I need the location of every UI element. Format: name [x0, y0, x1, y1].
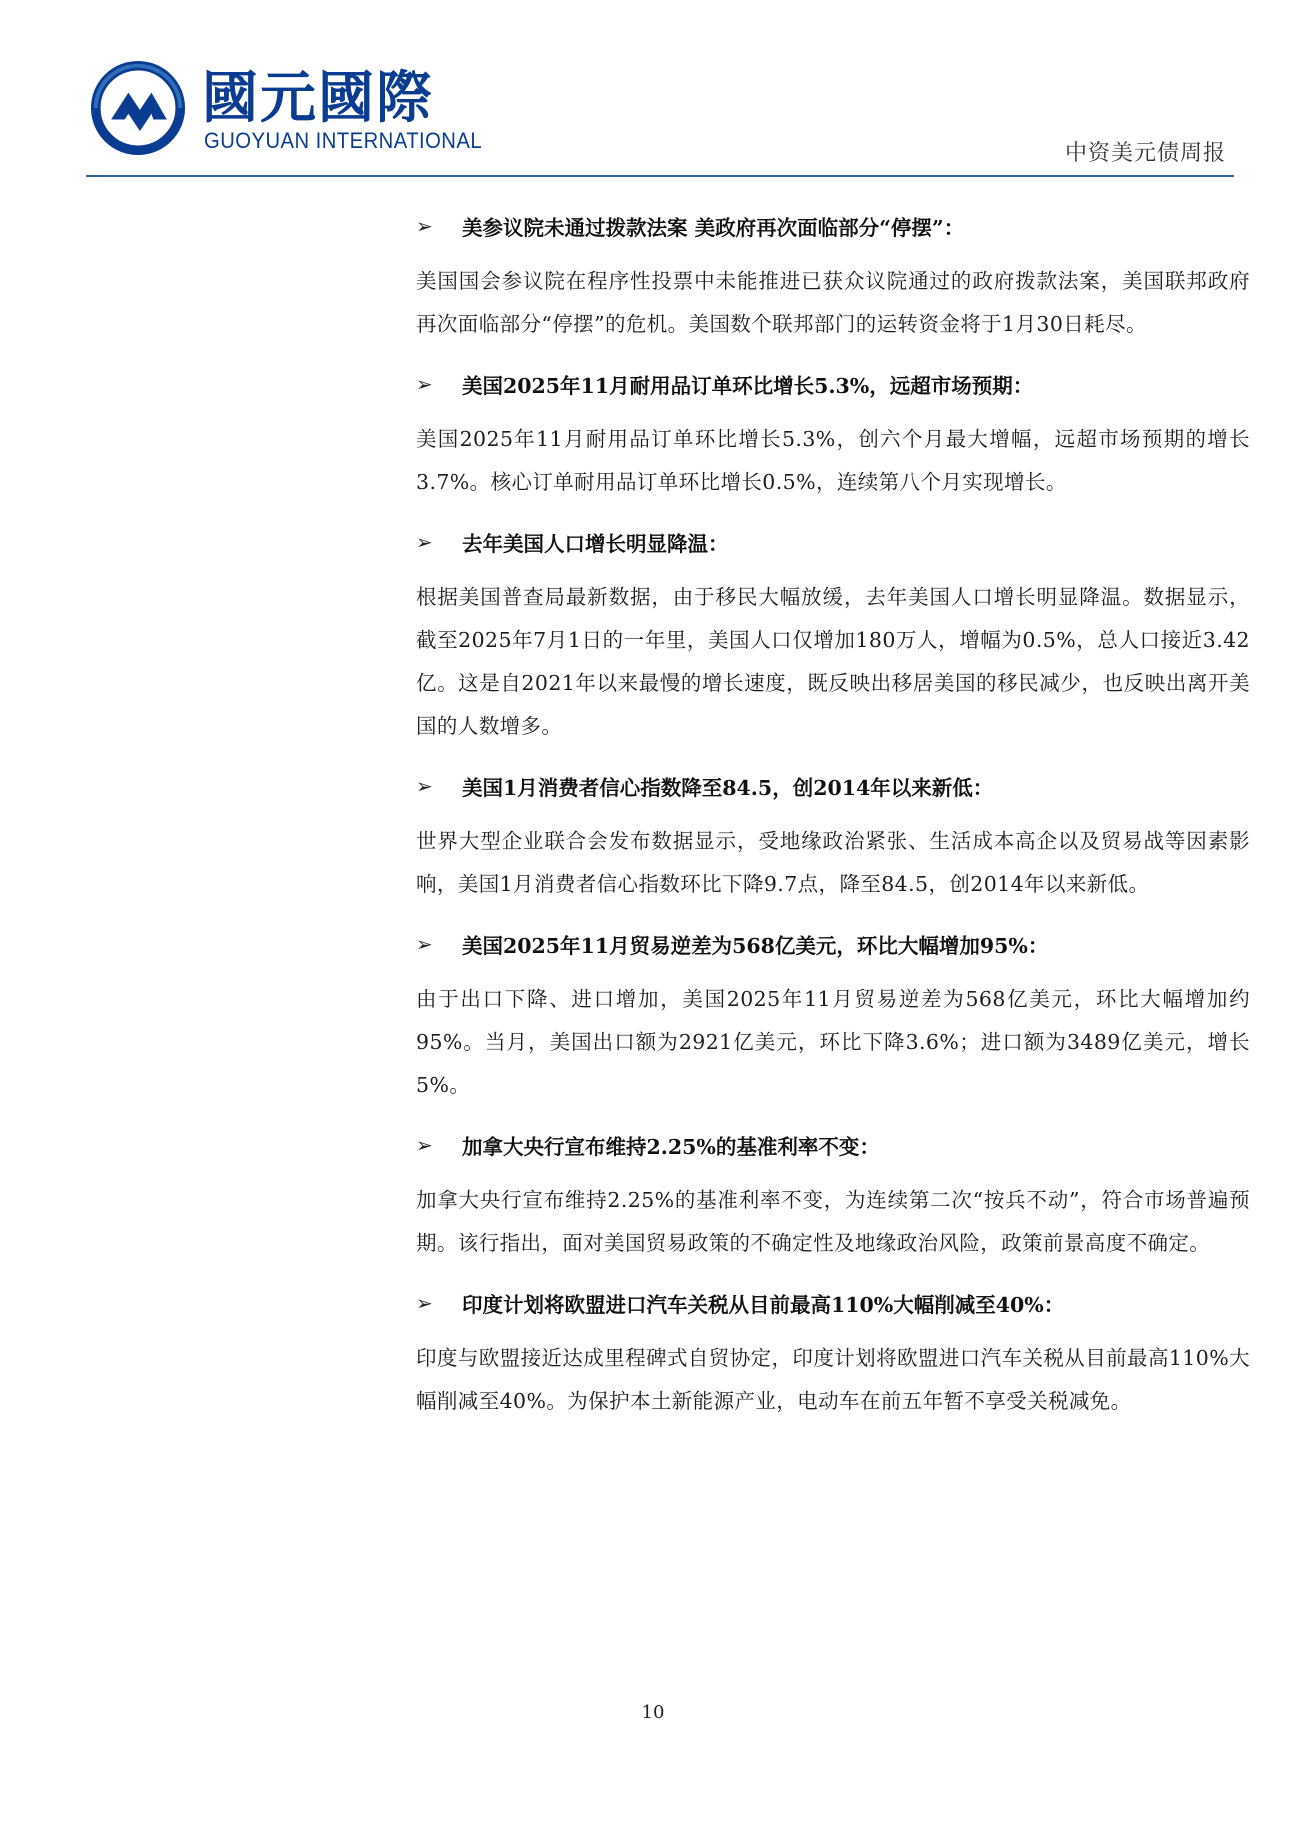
- arrowhead-bullet-icon: ➢: [416, 1291, 433, 1315]
- section-heading: [416, 1283, 1250, 1323]
- news-section: [416, 522, 1250, 748]
- page-number: 10: [641, 1702, 665, 1723]
- arrowhead-bullet-icon: ➢: [416, 214, 433, 238]
- news-section: [416, 206, 1250, 346]
- section-heading-text: 美国2025年11月贸易逆差为568亿美元，环比大幅增加95%：: [462, 934, 1049, 958]
- news-section: [416, 1283, 1250, 1423]
- section-heading: [416, 766, 1250, 806]
- section-heading: [416, 364, 1250, 404]
- section-heading-text: 印度计划将欧盟进口汽车关税从目前最高110%大幅削减至40%：: [462, 1293, 1065, 1317]
- section-body: 印度与欧盟接近达成里程碑式自贸协定，印度计划将欧盟进口汽车关税从目前最高110%大幅削减至40%。为保护本土新能源产业，电动车在前五年暂不享受关税减免。: [416, 1346, 1250, 1413]
- section-body: 根据美国普查局最新数据，由于移民大幅放缓，去年美国人口增长明显降温。数据显示，截至2025年7月1日的一年里，美国人口仅增加180万人，增幅为0.5%，总人口接近3.42亿。这是自2021年以来最慢的增长速度，既反映出移居美国的移民减少，也反映出离开美国的人数增多。: [416, 585, 1250, 738]
- section-heading-text: 加拿大央行宣布维持2.25%的基准利率不变：: [462, 1135, 880, 1159]
- header-divider: [86, 175, 1234, 177]
- section-heading: [416, 206, 1250, 246]
- section-body: 美国国会参议院在程序性投票中未能推进已获众议院通过的政府拨款法案，美国联邦政府再次面临部分“停摆”的危机。美国数个联邦部门的运转资金将于1月30日耗尽。: [416, 269, 1250, 336]
- arrowhead-bullet-icon: ➢: [416, 774, 433, 798]
- section-heading: [416, 522, 1250, 562]
- company-logo: [90, 58, 530, 158]
- news-section: [416, 766, 1250, 906]
- section-heading-text: 美国1月消费者信心指数降至84.5，创2014年以来新低：: [462, 776, 994, 800]
- news-section: [416, 1125, 1250, 1265]
- arrowhead-bullet-icon: ➢: [416, 1133, 433, 1157]
- news-section: [416, 924, 1250, 1107]
- logo-chinese-name: 國元國際: [202, 66, 434, 131]
- section-body: 加拿大央行宣布维持2.25%的基准利率不变，为连续第二次“按兵不动”，符合市场普遍预期。该行指出，面对美国贸易政策的不确定性及地缘政治风险，政策前景高度不确定。: [416, 1188, 1250, 1255]
- section-heading-text: 美参议院未通过拨款法案 美政府再次面临部分“停摆”：: [462, 216, 965, 240]
- section-body: 美国2025年11月耐用品订单环比增长5.3%，创六个月最大增幅，远超市场预期的增长3.7%。核心订单耐用品订单环比增长0.5%，连续第八个月实现增长。: [416, 427, 1250, 494]
- section-body: 世界大型企业联合会发布数据显示，受地缘政治紧张、生活成本高企以及贸易战等因素影响，美国1月消费者信心指数环比下降9.7点，降至84.5，创2014年以来新低。: [416, 829, 1250, 896]
- section-heading: [416, 1125, 1250, 1165]
- section-heading-text: 美国2025年11月耐用品订单环比增长5.3%，远超市场预期：: [462, 374, 1034, 398]
- guoyuan-logo-icon: [90, 60, 186, 156]
- section-heading: [416, 924, 1250, 964]
- arrowhead-bullet-icon: ➢: [416, 372, 433, 396]
- arrowhead-bullet-icon: ➢: [416, 932, 433, 956]
- page-header: [0, 0, 1306, 180]
- section-body: 由于出口下降、进口增加，美国2025年11月贸易逆差为568亿美元，环比大幅增加约95%。当月，美国出口额为2921亿美元，环比下降3.6%；进口额为3489亿美元，增长5%。: [416, 987, 1250, 1097]
- report-title: 中资美元债周报: [1064, 141, 1226, 166]
- main-content: [416, 206, 1250, 1441]
- logo-english-name: GUOYUAN INTERNATIONAL: [204, 128, 483, 153]
- section-heading-text: 去年美国人口增长明显降温：: [462, 532, 729, 556]
- news-section: [416, 364, 1250, 504]
- arrowhead-bullet-icon: ➢: [416, 530, 433, 554]
